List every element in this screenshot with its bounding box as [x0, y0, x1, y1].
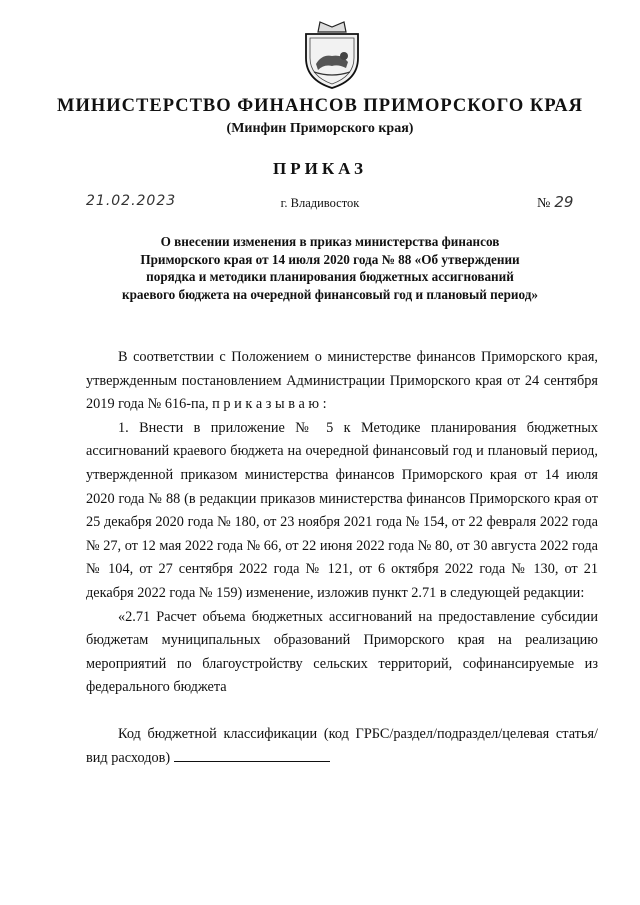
body-paragraph-4	[86, 723, 598, 770]
fill-in-blank-line	[174, 749, 330, 762]
document-number: 29	[554, 193, 574, 211]
organization-name: МИНИСТЕРСТВО ФИНАНСОВ ПРИМОРСКОГО КРАЯ	[57, 96, 583, 116]
body-paragraph-2: 1. Внести в приложение № 5 к Методике планирования бюджетных ассигнований краевого бюджета на очередной финансовый год и плановый период, утвержденной приказом министерства финансов Приморского края от 14 июля 2020 года № 88 (в редакции приказов министерства финансов Приморского края от 25 декабря 2020 года № 180, от 23 ноября 2021 года № 154, от 22 февраля 2022 года № 27, от 12 мая 2022 года № 66, от 22 июня 2022 года № 80, от 30 августа 2022 года № 104, от 27 сентября 2022 года № 121, от 6 октября 2022 года № 130, от 21 декабря 2022 года № 159) изменение, изложив пункт 2.71 в следующей редакции:	[86, 419, 598, 601]
body-paragraph-3: «2.71 Расчет объема бюджетных ассигнований на предоставление субсидии бюджетам муниципальных образований Приморского края на реализацию мероприятий по благоустройству сельских территорий, софинансируемые из федерального бюджета	[86, 608, 598, 696]
document-type: ПРИКАЗ	[273, 159, 367, 178]
document-date: 21.02.2023	[86, 193, 177, 209]
budget-code-label: Код бюджетной классификации (код ГРБС/раздел/подраздел/целевая статья/вид расходов)	[86, 725, 598, 766]
document-number-block	[537, 193, 573, 212]
document-city: г. Владивосток	[280, 196, 360, 210]
document-body	[86, 346, 598, 770]
body-paragraph-1: В соответствии с Положением о министерстве финансов Приморского края, утвержденным постановлением Администрации Приморского края от 24 сентября 2019 года № 616-па, п р и к а з ы в а ю :	[86, 349, 598, 413]
number-sign: №	[537, 196, 551, 211]
document-title: О внесении изменения в приказ министерства финансов Приморского края от 14 июля 2020 года № 88 «Об утверждении порядка и методики планирования бюджетных ассигнований краевого бюджета на очередной финансовый год и плановый период»	[121, 234, 539, 302]
organization-short-name: (Минфин Приморского края)	[226, 121, 414, 136]
coat-of-arms-emblem	[300, 18, 364, 90]
